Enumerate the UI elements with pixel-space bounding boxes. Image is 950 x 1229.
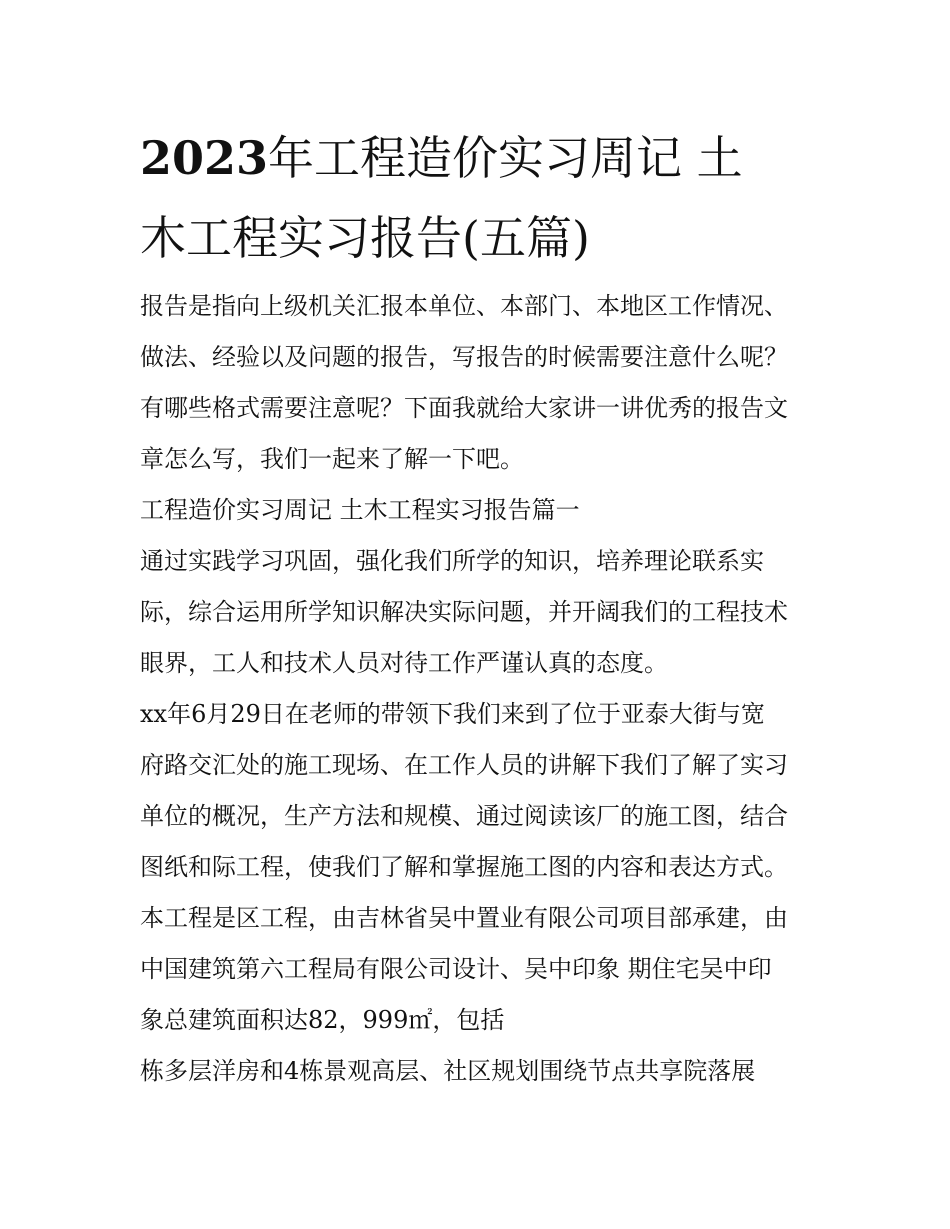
text-line: 际，综合运用所学知识解决实际问题，并开阔我们的工程技术 [140,598,788,626]
title-line-1 [140,118,812,198]
text-line: 中国建筑第六工程局有限公司设计、吴中印象 期住宅吴中印 [140,955,772,983]
text-line: 通过实践学习巩固，强化我们所学的知识，培养理论联系实 [140,547,764,575]
text-line: 府路交汇处的施工现场、在工作人员的讲解下我们了解了实习 [140,751,788,779]
text-line: xx年6月29日在老师的带领下我们来到了位于亚泰大街与宽 [140,700,765,728]
text-line: 眼界，工人和技术人员对待工作严谨认真的态度。 [140,649,668,677]
text-line: 章怎么写，我们一起来了解一下吧。 [140,445,524,473]
title-year: 2023 [140,131,269,185]
title-line-2: 木工程实习报告(五篇) [140,211,590,265]
document-title [140,118,812,278]
text-line: 本工程是区工程，由吉林省吴中置业有限公司项目部承建，由 [140,904,788,932]
text-line: 图纸和际工程，使我们了解和掌握施工图的内容和表达方式。 [140,853,788,881]
text-line: 象总建筑面积达82，999㎡，包括 [140,1006,505,1034]
text-line: 单位的概况，生产方法和规模、通过阅读该厂的施工图，结合 [140,802,788,830]
section-heading: 工程造价实习周记 土木工程实习报告篇一 [140,496,580,524]
title-line-1-text: 年工程造价实习周记 土 [268,131,743,185]
text-line: 做法、经验以及问题的报告，写报告的时候需要注意什么呢？ [140,343,788,371]
document-body [140,118,812,1097]
text-line: 栋多层洋房和4栋景观高层、社区规划围绕节点共享院落展 [140,1057,756,1085]
paragraph-lines [140,281,812,1097]
text-line: 报告是指向上级机关汇报本单位、本部门、本地区工作情况、 [140,292,788,320]
text-line: 有哪些格式需要注意呢？下面我就给大家讲一讲优秀的报告文 [140,394,788,422]
